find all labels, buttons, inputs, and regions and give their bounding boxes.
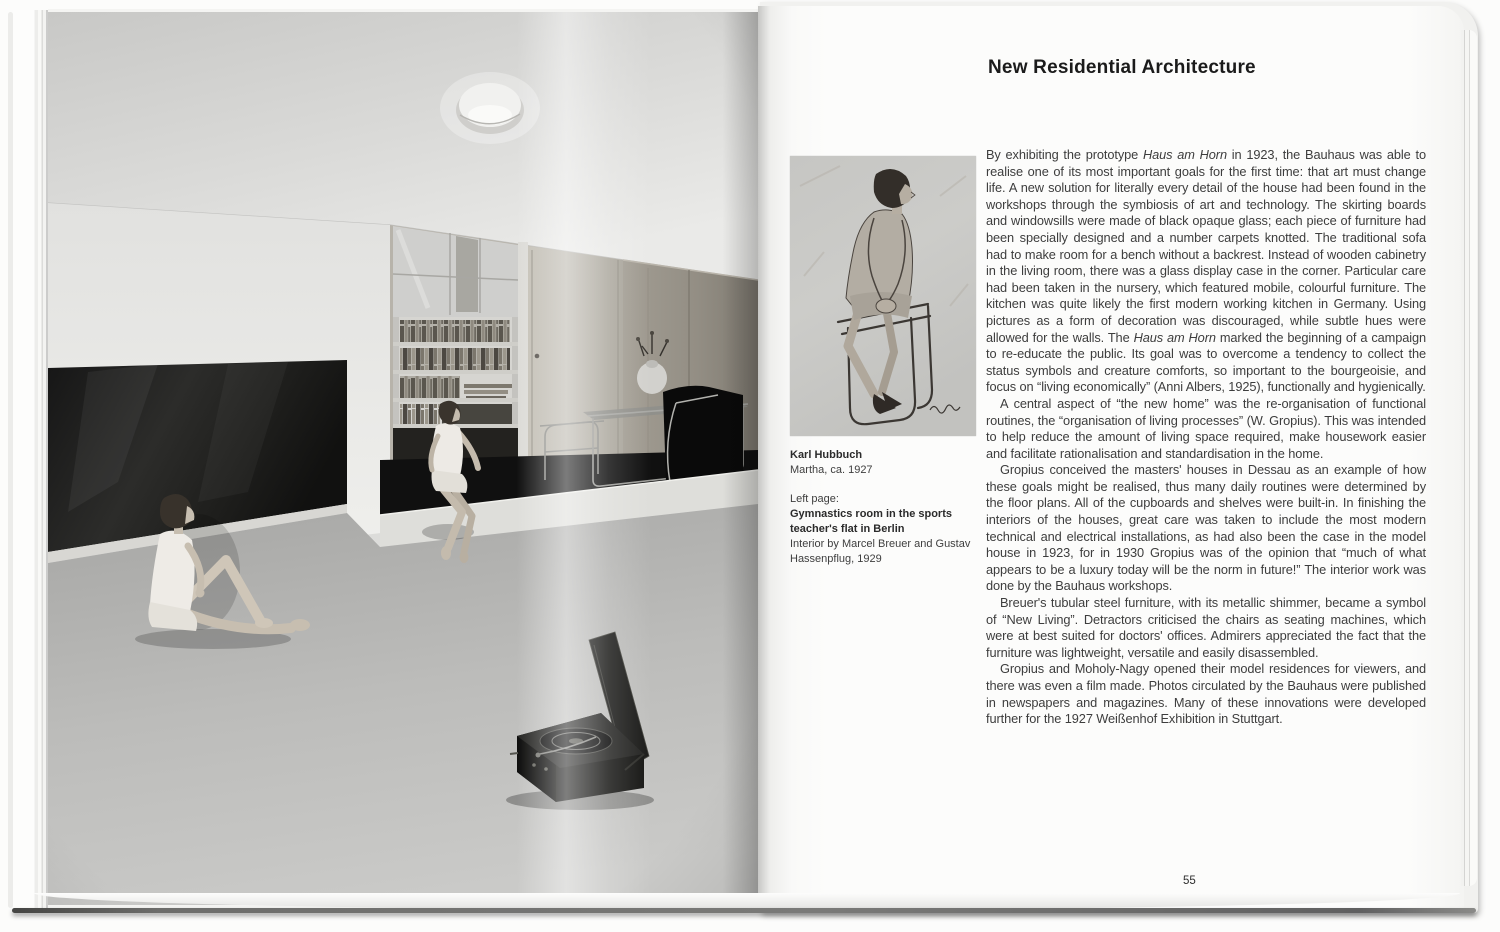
image-caption bbox=[790, 448, 986, 567]
caption-photo-title: Gymnastics room in the sports teacher's flat in Berlin bbox=[790, 508, 952, 535]
caption-spacer bbox=[790, 478, 986, 492]
page-title: New Residential Architecture bbox=[988, 57, 1256, 78]
gymnastics-room-photo-svg bbox=[48, 12, 758, 905]
body-text-column bbox=[986, 147, 1426, 728]
fore-edge-page-stack bbox=[1461, 30, 1477, 886]
body-paragraph: Breuer's tubular steel furniture, with its metallic shimmer, became a symbol of “New Living”. Detractors criticised the chairs as seating machines, which were at best suited for doctors' offices. Admirers appreciated the fact that the furniture was lightweight, versatile and easily disassembled. bbox=[986, 595, 1426, 660]
gymnastics-room-photo bbox=[48, 12, 758, 905]
book-bottom-shadow bbox=[12, 908, 1476, 913]
body-paragraph: Gropius and Moholy-Nagy opened their model residences for viewers, and there was even a film made. Photos circulated by the Bauhaus were published in newspapers and magazines. Many of these innovations were developed further for the 1927 Weißenhof Exhibition in Stuttgart. bbox=[986, 661, 1426, 727]
body-paragraph: Gropius conceived the masters' houses in Dessau as an example of how these goals might be realised, thus many daily routines were determined by the floor plans. All of the cupboards and shelves were built-in. In finishing the interiors of the houses, great care was taken to include the most modern technical and electrical installations, as had also been the case in the model house in 1923, for in 1930 Gropius was of the opinion that “much of what appears to be a luxury today will be the norm in future!” The interior work was done by the Bauhaus workshops. bbox=[986, 462, 1426, 594]
martha-sketch bbox=[790, 156, 976, 436]
body-paragraph: A central aspect of “the new home” was the re-organisation of functional routines, the “organisation of living processes” (W. Gropius). This was intended to help reduce the amount of living space required, make housework easier and facilitate rationalisation and standardisation in the home. bbox=[986, 395, 1426, 461]
left-page-stack-edges bbox=[13, 10, 48, 909]
photo-vignette bbox=[48, 12, 758, 905]
caption-left-page-label: Left page: bbox=[790, 493, 839, 505]
caption-artist: Karl Hubbuch bbox=[790, 449, 863, 461]
body-paragraph: By exhibiting the prototype Haus am Horn in 1923, the Bauhaus was able to realise one of its most important goals for the first time: that art must change life. A new solution for literally every detail of the house had been found in the workshops through the symbiosis of art and technology. The skirting boards and windowsills were made of black opaque glass; each piece of furniture had been specially designed and a number carpets knotted. The traditional sofa had to make room for a bench without a backrest. Instead of wooden cabinetry in the living room, there was a glass display case in the corner. Particular care had been taken in the nursery, which featured mobile, colourful furniture. The kitchen was quite likely the first modern working kitchen in Germany. Using pictures as a form of decoration was discouraged, while subtle hues were allowed for the walls. The Haus am Horn marked the beginning of a campaign to re-educate the public. Its goal was to overcome a tendency to collect the status symbols and creature comforts, so important to the bourgeoisie, and focus on “living economically” (Anni Albers, 1925), functionally and hygienically. bbox=[986, 147, 1427, 395]
caption-work-title: Martha, ca. 1927 bbox=[790, 464, 873, 476]
martha-sketch-svg bbox=[790, 156, 976, 436]
page-number: 55 bbox=[1183, 875, 1196, 887]
caption-photo-credit: Interior by Marcel Breuer and Gustav Hassenpflug, 1929 bbox=[790, 538, 971, 565]
